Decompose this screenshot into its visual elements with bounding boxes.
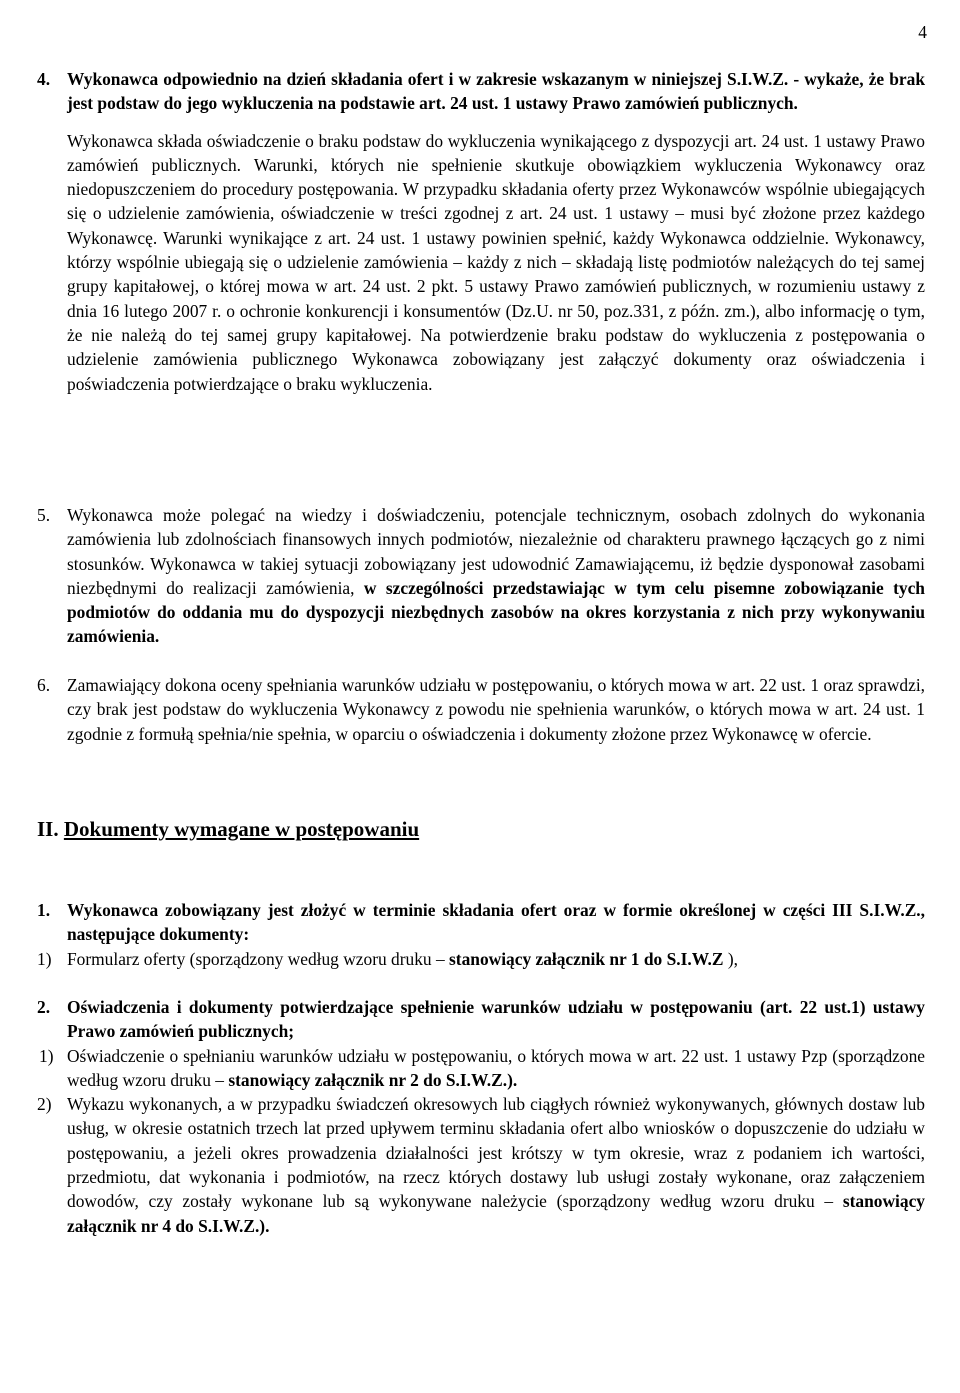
page-number: 4 <box>918 22 927 42</box>
point-4-number: 4. <box>37 69 51 89</box>
requirement-1-number: 1. <box>37 900 51 920</box>
requirement-2-item-2-text: Wykazu wykonanych, a w przypadku świadczeń okresowych lub ciągłych również wykonywanych, głównych dostaw lub usług, w okresie ostatnich trzech lat przed upływem terminu składania ofert albo wniosków o dopuszczenie do udziału w postępowaniu, a jeżeli okres prowadzenia działalności jest krótszy w tym okresie, wraz z podaniem ich wartości, przedmiotu, dat wykonania i podmiotów, na rzecz których dostawy lub usługi zostały wykonane, oraz załączeniem dowodów, czy zostały wykonane lub są wykonywane należycie (sporządzony według wzoru druku – <box>67 1094 925 1212</box>
requirement-2-item-2 <box>37 1092 925 1238</box>
point-5-number: 5. <box>37 505 51 525</box>
requirement-2-item-1-text: Oświadczenie o spełnianiu warunków udziału w postępowaniu, o których mowa w art. 22 ust. 1 ustawy Pzp (sporządzone według wzoru druku – <box>67 1045 925 1090</box>
point-5-paragraph <box>67 503 925 649</box>
section-2-heading <box>37 816 925 842</box>
point-5 <box>37 503 925 649</box>
requirement-1-item-1-end: ), <box>727 948 738 969</box>
requirement-1-item-1-text: Formularz oferty (sporządzony według wzoru druku – <box>67 948 445 969</box>
point-4-title: Wykonawca odpowiednio na dzień składania ofert i w zakresie wskazanym w niniejszej S.I.W.Z. - wykaże, że brak jest podstaw do jego wykluczenia na podstawie art. 24 ust. 1 ustawy Prawo zamówień publicznych. <box>67 69 925 114</box>
requirement-1-item-1 <box>37 947 925 971</box>
requirement-1-item-1-bold: stanowiący załącznik nr 1 do S.I.W.Z <box>449 948 724 969</box>
point-4 <box>37 67 925 396</box>
requirement-1-title: Wykonawca zobowiązany jest złożyć w terminie składania ofert oraz w formie określonej w części III S.I.W.Z., następujące dokumenty: <box>67 900 925 945</box>
requirement-1 <box>37 898 925 971</box>
requirement-2-item-2-paragraph <box>67 1092 925 1238</box>
requirement-1-item-1-number: 1) <box>37 948 52 969</box>
requirement-2-item-1-paragraph <box>67 1044 925 1093</box>
requirement-2-number: 2. <box>37 997 51 1017</box>
section-2-number: II. <box>37 817 59 841</box>
requirement-2-item-1-number: 1) <box>39 1045 54 1066</box>
point-5-bold: w szczególności przedstawiając w tym celu pisemne zobowiązanie tych podmiotów do oddania mu do dyspozycji niezbędnych zasobów na okres korzystania z nich przy wykonywaniu zamówienia. <box>67 577 925 647</box>
point-4-body: Wykonawca składa oświadczenie o braku podstaw do wykluczenia wynikającego z dyspozycji art. 24 ust. 1 ustawy Prawo zamówień publicznych. Warunki, których nie spełnienie skutkuje obowiązkiem wykluczenia Wykonawcy oraz niedopuszczeniem do procedury postępowania. W przypadku składania oferty przez Wykonawców wspólnie ubiegających się o udzielenie zamówienia, oświadczenie w treści zgodnej z art. 24 ust. 1 ustawy – musi być złożone przez każdego Wykonawcę. Warunki wynikające z art. 24 ust. 1 ustawy powinien spełnić, każdy Wykonawca oddzielnie. Wykonawcy, którzy wspólnie ubiegają się o udzielenie zamówienia – każdy z nich – składają listę podmiotów należących do tej samej grupy kapitałowej, o której mowa w art. 24 ust. 2 pkt. 5 ustawy Prawo zamówień publicznych, w rozumieniu ustawy z dnia 16 lutego 2007 r. o ochronie konkurencji i konsumentów (Dz.U. nr 50, poz.331, z późn. zm.), albo informację o tym, że nie należą do tej samej grupy kapitałowej. Na potwierdzenie braku podstaw do wykluczenia z postępowania o udzielenie zamówienia publicznego Wykonawca zobowiązany jest załączyć dokumenty oraz oświadczenia i poświadczenia potwierdzające o braku wykluczenia. <box>67 130 925 394</box>
requirement-2-title: Oświadczenia i dokumenty potwierdzające spełnienie warunków udziału w postępowaniu (art. 22 ust.1) ustawy Prawo zamówień publicznych; <box>67 997 925 1042</box>
requirement-2-item-2-bold: stanowiący załącznik nr 4 do S.I.W.Z.). <box>67 1191 925 1236</box>
point-6-number: 6. <box>37 675 51 695</box>
requirement-1-item-1-paragraph <box>67 947 925 971</box>
point-6-text: Zamawiający dokona oceny spełniania warunków udziału w postępowaniu, o których mowa w art. 22 ust. 1 oraz sprawdzi, czy brak jest podstaw do wykluczenia Wykonawcy z powodu nie spełnienia warunków, o których mowa w art. 24 ust. 1 zgodnie z formułą spełnia/nie spełnia, w oparciu o oświadczenia i dokumenty złożone przez Wykonawcę w ofercie. <box>67 675 925 744</box>
point-5-text: Wykonawca może polegać na wiedzy i doświadczeniu, potencjale technicznym, osobach zdolnych do wykonania zamówienia lub zdolnościach finansowych innych podmiotów, niezależnie od charakteru prawnego łączących go z nimi stosunków. Wykonawca w takiej sytuacji zobowiązany jest udowodnić Zamawiającemu, iż będzie dysponował zasobami niezbędnymi do realizacji zamówienia, <box>67 505 925 598</box>
requirement-2-item-1-bold: stanowiący załącznik nr 2 do S.I.W.Z.). <box>228 1069 518 1090</box>
section-2-title: Dokumenty wymagane w postępowaniu <box>63 817 420 841</box>
point-6 <box>37 673 925 746</box>
requirement-2 <box>37 995 925 1238</box>
requirement-2-item-1 <box>37 1044 925 1093</box>
requirement-2-item-2-number: 2) <box>37 1094 52 1115</box>
